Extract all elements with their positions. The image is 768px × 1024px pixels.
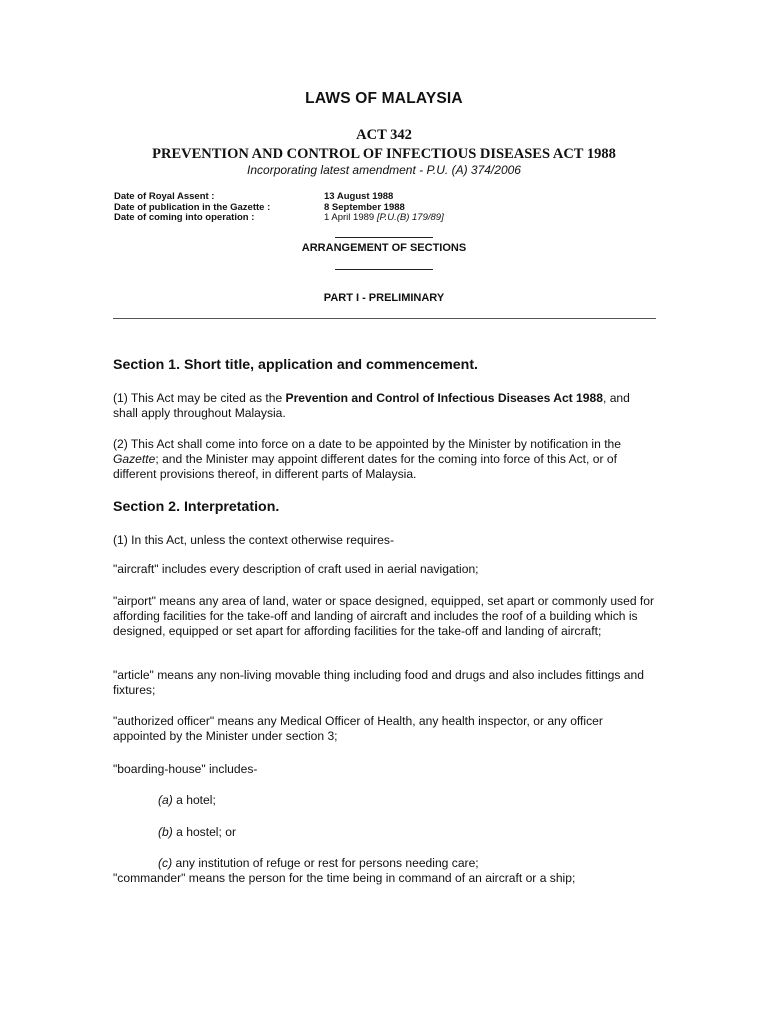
- divider-short-bottom: [335, 269, 433, 270]
- publication-label: Date of publication in the Gazette :: [114, 202, 271, 213]
- divider-full: [113, 318, 656, 319]
- act-number: ACT 342: [356, 127, 412, 143]
- section-2-heading: Section 2. Interpretation.: [113, 499, 280, 515]
- gazette-term: Gazette: [113, 452, 156, 466]
- definition-aircraft: "aircraft" includes every description of craft used in aerial navigation;: [113, 562, 479, 576]
- definition-airport: "airport" means any area of land, water or space designed, equipped, set apart or commonly used for affording facilities for the take-off and landing of aircraft and includes the roof of a building which is designed, equipped or set apart for affording facilities for the take-off and landing of aircraft;: [113, 594, 655, 638]
- section-1-heading: Section 1. Short title, application and commencement.: [113, 357, 479, 373]
- section-1-paragraph-2: (2) This Act shall come into force on a date to be appointed by the Minister by notification in the Gazette; and the Minister may appoint different dates for the coming into force of this Act, or of different provisions thereof, in different parts of Malaysia.: [113, 437, 622, 481]
- operation-reference: [P.U.(B) 179/89]: [376, 212, 444, 223]
- interpretation-intro: (1) In this Act, unless the context otherwise requires-: [113, 533, 394, 547]
- list-item: (c) any institution of refuge or rest for persons needing care;: [158, 856, 479, 870]
- definition-boarding-house: "boarding-house" includes-: [113, 762, 258, 776]
- act-name: PREVENTION AND CONTROL OF INFECTIOUS DISEASES ACT 1988: [152, 146, 616, 162]
- divider-short-top: [335, 237, 433, 238]
- definition-article: "article" means any non-living movable thing including food and drugs and also includes fittings and fixtures;: [113, 668, 644, 697]
- section-1-paragraph-1: (1) This Act may be cited as the Prevention and Control of Infectious Diseases Act 1988, and shall apply throughout Malaysia.: [113, 391, 630, 420]
- operation-value: [324, 212, 444, 223]
- operation-date: 1 April 1989: [324, 212, 375, 223]
- part-heading: PART I - PRELIMINARY: [323, 292, 445, 304]
- document-title: LAWS OF MALAYSIA: [305, 90, 463, 107]
- act-short-title: Prevention and Control of Infectious Diseases Act 1988: [285, 391, 603, 405]
- list-item: (b) a hostel; or: [158, 825, 236, 839]
- publication-value: 8 September 1988: [324, 202, 405, 213]
- list-item: (a) a hotel;: [158, 793, 216, 807]
- definition-authorized-officer: "authorized officer" means any Medical Officer of Health, any health inspector, or any officer appointed by the Minister under section 3;: [113, 714, 603, 743]
- arrangement-heading: ARRANGEMENT OF SECTIONS: [301, 242, 467, 254]
- royal-assent-label: Date of Royal Assent :: [114, 191, 215, 202]
- definition-commander: "commander" means the person for the time being in command of an aircraft or a ship;: [113, 871, 576, 885]
- royal-assent-value: 13 August 1988: [324, 191, 394, 202]
- operation-label: Date of coming into operation :: [114, 212, 255, 223]
- amendment-note: Incorporating latest amendment - P.U. (A) 374/2006: [247, 163, 521, 177]
